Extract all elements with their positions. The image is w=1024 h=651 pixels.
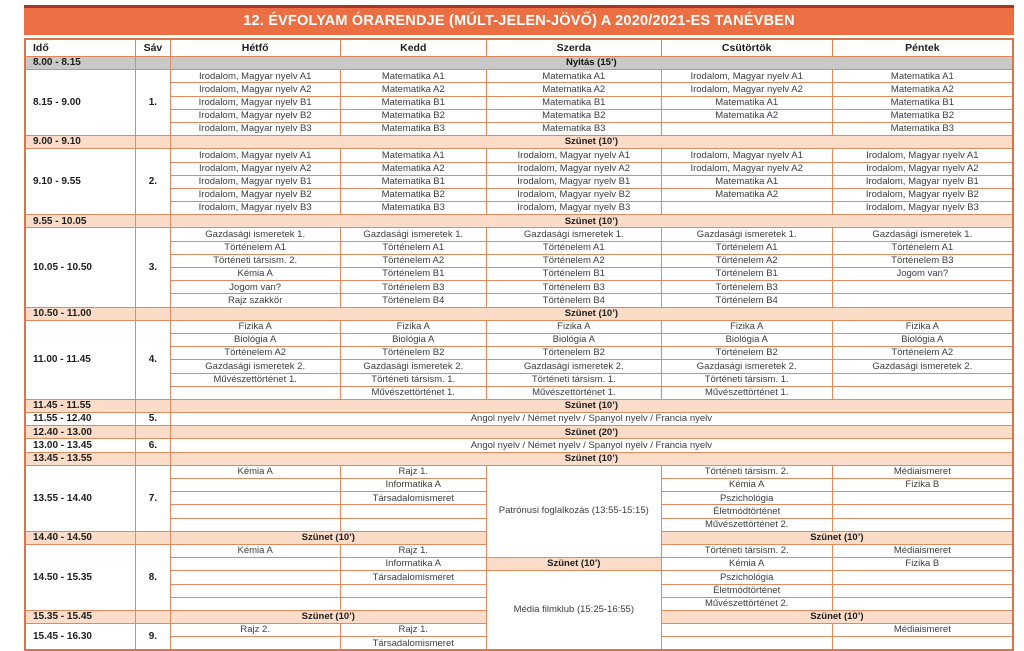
subject-cell: Művészettörténet 2.: [661, 518, 832, 531]
timetable: [24, 38, 1014, 651]
subject-cell: Társadalomismeret: [340, 571, 486, 584]
timetable-row: [25, 70, 1013, 83]
timetable-row: [25, 57, 1013, 70]
time-cell: 10.05 - 10.50: [25, 228, 136, 307]
subject-cell: Történelem B1: [661, 268, 832, 281]
subject-cell: [340, 505, 486, 518]
subject-cell: [170, 571, 340, 584]
subject-cell: Irodalom, Magyar nyelv B3: [832, 202, 1013, 215]
subject-cell: Gazdasági ismeretek 2.: [486, 360, 661, 373]
subject-cell: Társadalomismeret: [340, 637, 486, 651]
band-cell: [136, 307, 171, 320]
language-cell: Angol nyelv / Német nyelv / Spanyol nyelv / Francia nyelv: [170, 413, 1013, 426]
subject-cell: Irodalom, Magyar nyelv A2: [661, 83, 832, 96]
subject-cell: Irodalom, Magyar nyelv B2: [170, 109, 340, 122]
time-cell: 11.45 - 11.55: [25, 399, 136, 412]
subject-cell: Matematika B2: [340, 109, 486, 122]
break-cell: Szünet (10’): [170, 307, 1013, 320]
subject-cell: Rajz 2.: [170, 624, 340, 637]
timetable-row: [25, 83, 1013, 96]
subject-cell: Történelem A1: [832, 241, 1013, 254]
subject-cell: Irodalom, Magyar nyelv A2: [832, 162, 1013, 175]
subject-cell: Történelem B3: [486, 281, 661, 294]
subject-cell: [832, 584, 1013, 597]
subject-cell: Irodalom, Magyar nyelv B2: [832, 188, 1013, 201]
subject-cell: Matematika A2: [832, 83, 1013, 96]
timetable-row: [25, 254, 1013, 267]
subject-cell: Matematika B1: [340, 96, 486, 109]
timetable-row: [25, 571, 1013, 584]
subject-cell: Irodalom, Magyar nyelv A1: [170, 70, 340, 83]
subject-cell: Matematika A1: [340, 70, 486, 83]
subject-cell: Kémia A: [170, 544, 340, 557]
subject-cell: Fizika A: [832, 320, 1013, 333]
break-cell: Szünet (10’): [170, 136, 1013, 149]
timetable-row: [25, 294, 1013, 307]
column-header-band: Sáv: [136, 39, 171, 57]
subject-cell: Fizika B: [832, 558, 1013, 571]
band-cell: [136, 57, 171, 70]
subject-cell: Matematika B2: [340, 188, 486, 201]
subject-cell: Történelem B2: [661, 347, 832, 360]
subject-cell: Történelem A2: [170, 347, 340, 360]
subject-cell: Rajz 1.: [340, 624, 486, 637]
timetable-row: [25, 386, 1013, 399]
subject-cell: Történeti társism. 2.: [170, 254, 340, 267]
subject-cell: Matematika B3: [486, 122, 661, 135]
subject-cell: [661, 202, 832, 215]
timetable-row: [25, 96, 1013, 109]
timetable-row: [25, 333, 1013, 346]
timetable-row: [25, 109, 1013, 122]
timetable-row: [25, 465, 1013, 478]
subject-cell: Jogom van?: [832, 268, 1013, 281]
timetable-row: [25, 426, 1013, 439]
subject-cell: Irodalom, Magyar nyelv B1: [832, 175, 1013, 188]
subject-cell: [340, 597, 486, 610]
subject-cell: Matematika B2: [832, 109, 1013, 122]
subject-cell: Történelem B3: [832, 254, 1013, 267]
subject-cell: Médiaismeret: [832, 465, 1013, 478]
subject-cell: [340, 584, 486, 597]
subject-cell: Matematika A2: [340, 162, 486, 175]
subject-cell: Társadalomismeret: [340, 492, 486, 505]
subject-cell: Rajz szakkör: [170, 294, 340, 307]
subject-cell: Művészettörténet 1.: [340, 386, 486, 399]
band-cell: [136, 136, 171, 149]
subject-cell: Irodalom, Magyar nyelv A1: [661, 149, 832, 162]
subject-cell: Történelem B3: [340, 281, 486, 294]
band-cell: 4.: [136, 320, 171, 399]
timetable-body: [25, 57, 1013, 651]
time-cell: 12.40 - 13.00: [25, 426, 136, 439]
break-cell: Szünet (20’): [170, 426, 1013, 439]
subject-cell: Történelem A1: [486, 241, 661, 254]
time-cell: 14.40 - 14.50: [25, 531, 136, 544]
subject-cell: Történeti társism. 1.: [486, 373, 661, 386]
subject-cell: Fizika B: [832, 479, 1013, 492]
subject-cell: Történelem A2: [832, 347, 1013, 360]
subject-cell: Biológia A: [486, 333, 661, 346]
column-header-monday: Hétfő: [170, 39, 340, 57]
subject-cell: Kémia A: [170, 465, 340, 478]
time-cell: 11.00 - 11.45: [25, 320, 136, 399]
subject-cell: Irodalom, Magyar nyelv A1: [170, 149, 340, 162]
subject-cell: Történeti társism. 2.: [661, 465, 832, 478]
subject-cell: Matematika A1: [340, 149, 486, 162]
subject-cell: Irodalom, Magyar nyelv B3: [170, 122, 340, 135]
timetable-row: [25, 452, 1013, 465]
subject-cell: Fizika A: [661, 320, 832, 333]
subject-cell: [832, 492, 1013, 505]
timetable-row: [25, 360, 1013, 373]
timetable-row: [25, 122, 1013, 135]
subject-cell: Irodalom, Magyar nyelv A1: [661, 70, 832, 83]
subject-cell: Művészettörténet 1.: [486, 386, 661, 399]
opening-cell: Nyitás (15’): [170, 57, 1013, 70]
subject-cell: Gazdasági ismeretek 2.: [170, 360, 340, 373]
subject-cell: Történelem A1: [661, 241, 832, 254]
event-cell: Média filmklub (15:25-16:55): [486, 571, 661, 651]
subject-cell: [170, 479, 340, 492]
subject-cell: [661, 122, 832, 135]
subject-cell: Gazdasági ismeretek 1.: [340, 228, 486, 241]
subject-cell: Matematika A2: [340, 83, 486, 96]
subject-cell: Történeti társism. 1.: [340, 373, 486, 386]
subject-cell: Médiaismeret: [832, 544, 1013, 557]
subject-cell: Történelem A2: [340, 254, 486, 267]
subject-cell: Matematika A2: [661, 188, 832, 201]
time-cell: 9.10 - 9.55: [25, 149, 136, 215]
timetable-row: [25, 149, 1013, 162]
subject-cell: [832, 518, 1013, 531]
subject-cell: Kémia A: [661, 558, 832, 571]
time-cell: 13.00 - 13.45: [25, 439, 136, 452]
subject-cell: Irodalom, Magyar nyelv B3: [486, 202, 661, 215]
timetable-row: [25, 373, 1013, 386]
subject-cell: Történeti társism. 1.: [661, 373, 832, 386]
time-cell: 8.15 - 9.00: [25, 70, 136, 136]
subject-cell: Történelem B1: [486, 268, 661, 281]
subject-cell: Matematika B3: [832, 122, 1013, 135]
subject-cell: [661, 624, 832, 637]
subject-cell: [832, 571, 1013, 584]
subject-cell: Matematika B1: [340, 175, 486, 188]
subject-cell: Pszichológia: [661, 571, 832, 584]
subject-cell: [170, 584, 340, 597]
subject-cell: Gazdasági ismeretek 2.: [832, 360, 1013, 373]
break-cell: Szünet (10’): [170, 215, 1013, 228]
subject-cell: Művészettörténet 1.: [661, 386, 832, 399]
subject-cell: [832, 373, 1013, 386]
subject-cell: Jogom van?: [170, 281, 340, 294]
subject-cell: Matematika B1: [832, 96, 1013, 109]
timetable-row: [25, 188, 1013, 201]
subject-cell: Gazdasági ismeretek 2.: [661, 360, 832, 373]
subject-cell: Matematika A1: [832, 70, 1013, 83]
band-cell: [136, 426, 171, 439]
subject-cell: [661, 637, 832, 651]
timetable-row: [25, 558, 1013, 571]
subject-cell: [170, 492, 340, 505]
break-cell: Szünet (10’): [661, 610, 1013, 623]
event-cell: Patrónusi foglalkozás (13:55-15:15): [486, 465, 661, 557]
subject-cell: [170, 386, 340, 399]
subject-cell: Kémia A: [661, 479, 832, 492]
timetable-row: [25, 347, 1013, 360]
band-cell: [136, 399, 171, 412]
subject-cell: Fizika A: [340, 320, 486, 333]
timetable-row: [25, 162, 1013, 175]
band-cell: 2.: [136, 149, 171, 215]
time-cell: 13.55 - 14.40: [25, 465, 136, 531]
subject-cell: [340, 518, 486, 531]
subject-cell: Történelem A2: [661, 254, 832, 267]
break-cell: Szünet (10’): [170, 610, 486, 623]
timetable-row: [25, 136, 1013, 149]
subject-cell: Irodalom, Magyar nyelv B2: [486, 188, 661, 201]
page-title: 12. ÉVFOLYAM ÓRARENDJE (MÚLT-JELEN-JÖVŐ) A 2020/2021-ES TANÉVBEN: [24, 5, 1014, 35]
subject-cell: Gazdasági ismeretek 1.: [170, 228, 340, 241]
band-cell: 3.: [136, 228, 171, 307]
subject-cell: [170, 637, 340, 651]
subject-cell: Matematika B2: [486, 109, 661, 122]
subject-cell: Irodalom, Magyar nyelv A1: [832, 149, 1013, 162]
language-cell: Angol nyelv / Német nyelv / Spanyol nyelv / Francia nyelv: [170, 439, 1013, 452]
subject-cell: [832, 294, 1013, 307]
subject-cell: Médiaismeret: [832, 624, 1013, 637]
subject-cell: Matematika A2: [486, 83, 661, 96]
band-cell: 8.: [136, 544, 171, 610]
subject-cell: Kémia A: [170, 268, 340, 281]
subject-cell: Biológia A: [170, 333, 340, 346]
subject-cell: Rajz 1.: [340, 544, 486, 557]
subject-cell: Fizika A: [170, 320, 340, 333]
subject-cell: [170, 505, 340, 518]
subject-cell: Gazdasági ismeretek 1.: [486, 228, 661, 241]
subject-cell: [832, 637, 1013, 651]
column-header-wednesday: Szerda: [486, 39, 661, 57]
subject-cell: [170, 597, 340, 610]
subject-cell: [832, 281, 1013, 294]
column-header-friday: Péntek: [832, 39, 1013, 57]
timetable-row: [25, 215, 1013, 228]
subject-cell: Történelem B3: [661, 281, 832, 294]
subject-cell: Történelem B4: [661, 294, 832, 307]
subject-cell: Történelem A2: [486, 254, 661, 267]
subject-cell: Történelem A1: [170, 241, 340, 254]
band-cell: [136, 452, 171, 465]
column-header-time: Idő: [25, 39, 136, 57]
break-cell: Szünet (10’): [486, 558, 661, 571]
subject-cell: Rajz 1.: [340, 465, 486, 478]
time-cell: 14.50 - 15.35: [25, 544, 136, 610]
timetable-row: [25, 175, 1013, 188]
subject-cell: Informatika A: [340, 479, 486, 492]
column-header-tuesday: Kedd: [340, 39, 486, 57]
break-cell: Szünet (10’): [170, 452, 1013, 465]
subject-cell: Irodalom, Magyar nyelv A2: [170, 83, 340, 96]
subject-cell: Irodalom, Magyar nyelv B3: [170, 202, 340, 215]
break-cell: Szünet (10’): [661, 531, 1013, 544]
subject-cell: Életmódtörténet: [661, 505, 832, 518]
time-cell: 9.00 - 9.10: [25, 136, 136, 149]
band-cell: [136, 215, 171, 228]
column-header-thursday: Csütörtök: [661, 39, 832, 57]
time-cell: 8.00 - 8.15: [25, 57, 136, 70]
break-cell: Szünet (10’): [170, 531, 486, 544]
subject-cell: Irodalom, Magyar nyelv A2: [661, 162, 832, 175]
subject-cell: Történelem B4: [340, 294, 486, 307]
time-cell: 10.50 - 11.00: [25, 307, 136, 320]
subject-cell: Fizika A: [486, 320, 661, 333]
subject-cell: Történeti társism. 2.: [661, 544, 832, 557]
timetable-row: [25, 281, 1013, 294]
subject-cell: Művészettörténet 2.: [661, 597, 832, 610]
timetable-row: [25, 399, 1013, 412]
subject-cell: Matematika B1: [486, 96, 661, 109]
subject-cell: Gazdasági ismeretek 1.: [832, 228, 1013, 241]
time-cell: 9.55 - 10.05: [25, 215, 136, 228]
band-cell: [136, 531, 171, 544]
subject-cell: [832, 386, 1013, 399]
subject-cell: Történelem B2: [486, 347, 661, 360]
subject-cell: [832, 597, 1013, 610]
timetable-row: [25, 268, 1013, 281]
timetable-row: [25, 307, 1013, 320]
subject-cell: Matematika A1: [486, 70, 661, 83]
timetable-row: [25, 320, 1013, 333]
header-row: [25, 39, 1013, 57]
time-cell: 15.45 - 16.30: [25, 624, 136, 651]
subject-cell: Matematika A2: [661, 109, 832, 122]
time-cell: 15.35 - 15.45: [25, 610, 136, 623]
timetable-row: [25, 413, 1013, 426]
timetable-row: [25, 241, 1013, 254]
subject-cell: Matematika B3: [340, 202, 486, 215]
band-cell: 6.: [136, 439, 171, 452]
subject-cell: Informatika A: [340, 558, 486, 571]
subject-cell: Irodalom, Magyar nyelv A2: [170, 162, 340, 175]
subject-cell: Matematika A1: [661, 96, 832, 109]
band-cell: 9.: [136, 624, 171, 651]
break-cell: Szünet (10’): [170, 399, 1013, 412]
subject-cell: Irodalom, Magyar nyelv B1: [486, 175, 661, 188]
subject-cell: Gazdasági ismeretek 1.: [661, 228, 832, 241]
subject-cell: Pszichológia: [661, 492, 832, 505]
subject-cell: Irodalom, Magyar nyelv B1: [170, 96, 340, 109]
subject-cell: [170, 518, 340, 531]
subject-cell: [170, 558, 340, 571]
timetable-row: [25, 228, 1013, 241]
subject-cell: Irodalom, Magyar nyelv B2: [170, 188, 340, 201]
subject-cell: Művészettörténet 1.: [170, 373, 340, 386]
band-cell: 7.: [136, 465, 171, 531]
subject-cell: Matematika A1: [661, 175, 832, 188]
timetable-row: [25, 439, 1013, 452]
subject-cell: Történelem B4: [486, 294, 661, 307]
subject-cell: Biológia A: [661, 333, 832, 346]
subject-cell: Irodalom, Magyar nyelv A1: [486, 149, 661, 162]
subject-cell: Történelem B2: [340, 347, 486, 360]
subject-cell: Történelem A1: [340, 241, 486, 254]
band-cell: 5.: [136, 413, 171, 426]
subject-cell: Biológia A: [832, 333, 1013, 346]
band-cell: [136, 610, 171, 623]
subject-cell: Irodalom, Magyar nyelv B1: [170, 175, 340, 188]
subject-cell: [832, 505, 1013, 518]
subject-cell: Biológia A: [340, 333, 486, 346]
subject-cell: Történelem B1: [340, 268, 486, 281]
band-cell: 1.: [136, 70, 171, 136]
subject-cell: Gazdasági ismeretek 2.: [340, 360, 486, 373]
subject-cell: Életmódtörténet: [661, 584, 832, 597]
time-cell: 13.45 - 13.55: [25, 452, 136, 465]
subject-cell: Irodalom, Magyar nyelv A2: [486, 162, 661, 175]
timetable-row: [25, 202, 1013, 215]
subject-cell: Matematika B3: [340, 122, 486, 135]
time-cell: 11.55 - 12.40: [25, 413, 136, 426]
